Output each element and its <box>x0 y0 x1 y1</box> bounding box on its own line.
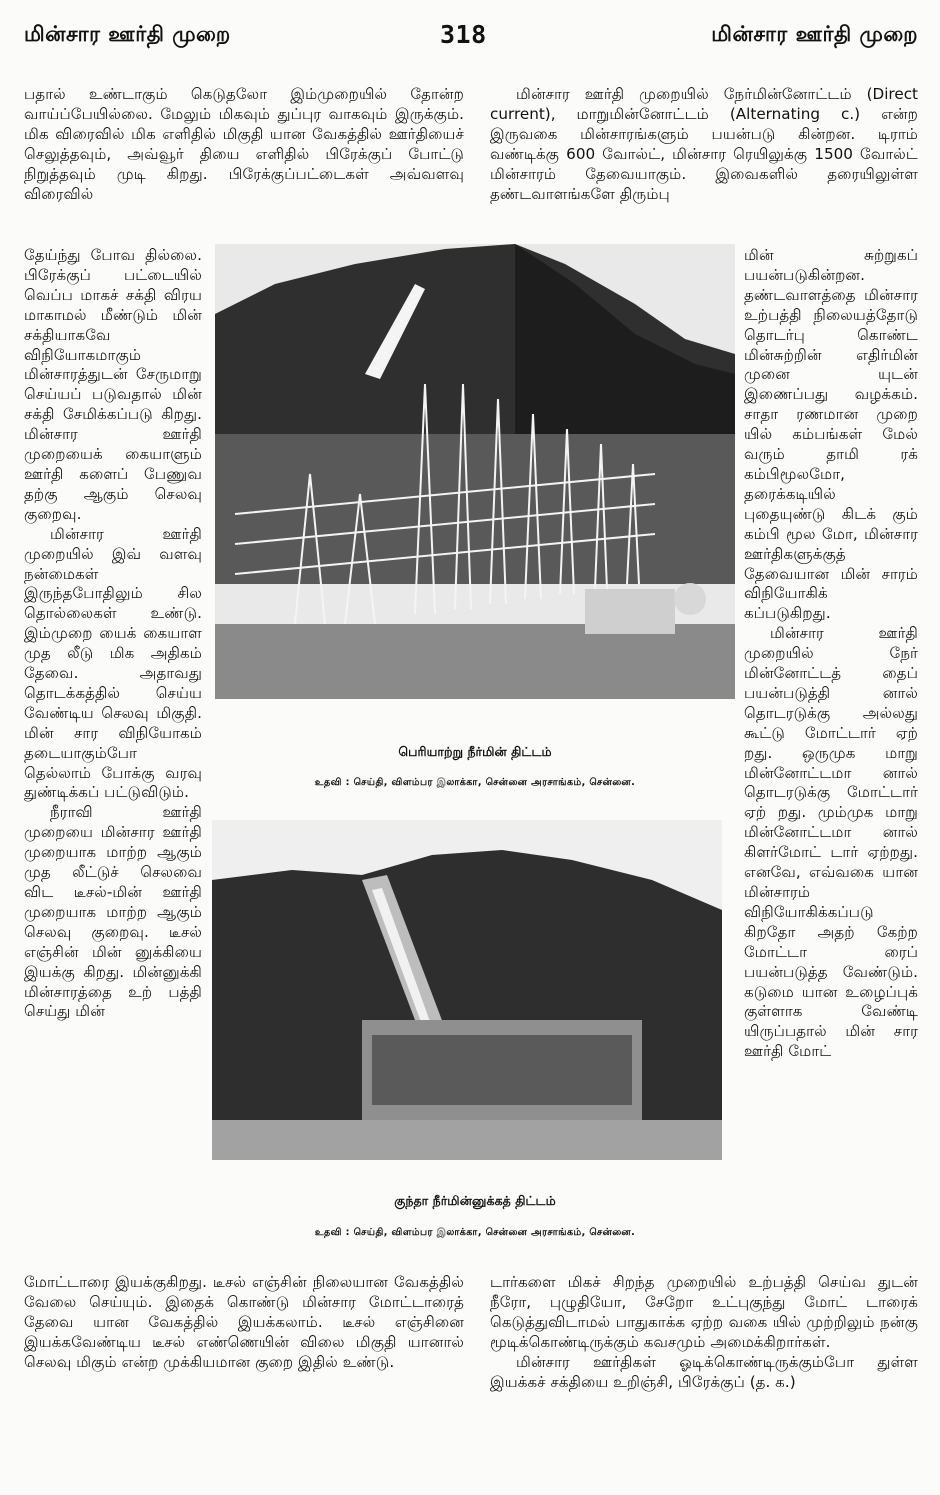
right-column-top <box>490 85 918 204</box>
paragraph: மின் சுற்றுகப் பயன்படுகின்றன. தண்டவாளத்தை மின்சார உற்பத்தி நிலையத்தோடு தொடர்பு கொண்ட மின்சுற்றின் எதிர்மின் முனை யுடன் இணைப்பது வழக்கம். சாதா ரணமான முறை யில் கம்பங்கள் மேல் வரும் தாமி ரக் கம்பிமூலமோ, தரைக்கடியில் புதையுண்டு கிடக் கும் கம்பி மூல மோ, மின்சார ஊர்திகளுக்குத் தேவையான மின் சாரம் விநியோகிக் கப்படுகிறது. <box>744 246 918 623</box>
right-column-narrow <box>744 246 918 1062</box>
photo-kundah-hydro-project <box>212 820 722 1160</box>
left-column-bottom <box>24 1273 464 1373</box>
paragraph: மின்சார ஊர்தி முறையில் இவ் வளவு நன்மைகள் இருந்தபோதிலும் சில தொல்லைகள் உண்டு. இம்முறை யைக் கையாள முத லீடு மிக அதிகம் தேவை. அதாவது தொடக்கத்தில் செய்ய வேண்டிய செலவு மிகுதி. மின் சார விநியோகம் தடையாகும்போ தெல்லாம் போக்கு வரவு துண்டிக்கப் பட்டுவிடும். <box>24 524 202 802</box>
paragraph: டார்களை மிகச் சிறந்த முறையில் உற்பத்தி செய்வ துடன் நீரோ, புழுதியோ, சேறோ உட்புகுந்து மோட் டாரைக் கெடுத்துவிடாமல் பாதுகாக்க ஏற்ற வகை யில் முற்றிலும் நன்கு மூடிக்கொண்டிருக்கும் கவசமும் அமைக்கிறார்கள். <box>490 1273 918 1351</box>
paragraph: பதால் உண்டாகும் கெடுதலோ இம்முறையில் தோன்ற வாய்ப்பேயில்லை. மேலும் மிகவும் துப்புர வாகவும் இருக்கும். மிக விரைவில் மிக எளிதில் மிகுதி யான வேகத்தில் ஊர்தியைச் செலுத்தவும், அவ்வூர் தியை எளிதில் பிரேக்குப் போட்டு நிறுத்தவும் முடி கிறது. பிரேக்குப்பட்டைகள் அவ்வளவு விரைவில் <box>24 85 464 203</box>
paragraph: நீராவி ஊர்தி முறையை மின்சார ஊர்தி முறையாக மாற்ற ஆகும் முத லீட்டுச் செலவை விட டீசல்-மின் ஊர்தி முறையாக மாற்ற ஆகும் செலவு குறைவு. டீசல் எஞ்சின் மின் னுக்கியை இயக்கு கிறது. மின்னுக்கி மின்சாரத்தை உற் பத்தி செய்து மின் <box>24 803 202 1021</box>
photo-periyar-hydro-project <box>215 244 735 699</box>
right-column-bottom <box>490 1273 918 1392</box>
left-column-top <box>24 85 464 204</box>
paragraph: மின்சார ஊர்திகள் ஓடிக்கொண்டிருக்கும்போ துள்ள இயக்கச் சக்தியை உறிஞ்சி, பிரேக்குப் (த. க.) <box>490 1352 918 1391</box>
paragraph: தேய்ந்து போவ தில்லை. பிரேக்குப் பட்டையில் வெப்ப மாகச் சக்தி விரய மாகாமல் மீண்டும் மின் சக்தியாகவே விநியோகமாகும் மின்சாரத்துடன் சேருமாறு செய்யப் படுவதால் மின் சக்தி சேமிக்கப்படு கிறது. மின்சார ஊர்தி முறையைக் கையாளும் ஊர்தி களைப் பேணுவ தற்கு ஆகும் செலவு குறைவு. <box>24 246 202 523</box>
paragraph: மின்சார ஊர்தி முறையில் நேர்மின்னோட்டம் (Direct current), மாறுமின்னோட்டம் (Alternating c.) என்ற இருவகை மின்சாரங்களும் பயன்படு கின்றன. டிராம் வண்டிக்கு 600 வோல்ட், மின்சார ரெயிலுக்கு 1500 வோல்ட் மின்சாரம் தேவையாகும். இவைகளில் தரையிலுள்ள தண்டவாளங்களே திரும்பு <box>490 85 918 203</box>
left-column-narrow <box>24 246 202 1022</box>
page-number: 318 <box>440 20 487 49</box>
figure-credit: உதவி : செய்தி, விளம்பர இலாக்கா, சென்னை அரசாங்கம், சென்னை. <box>314 1227 636 1238</box>
running-head-left: மின்சார ஊர்தி முறை <box>24 22 231 46</box>
figure-credit: உதவி : செய்தி, விளம்பர இலாக்கா, சென்னை அரசாங்கம், சென்னை. <box>314 777 636 788</box>
paragraph: மோட்டாரை இயக்குகிறது. டீசல் எஞ்சின் நிலையான வேகத்தில் வேலை செய்யும். இதைக் கொண்டு மின்சார மோட்டாரைத் தேவை யான வேகத்தில் இயக்கலாம். டீசல் எஞ்சினை இயக்கவேண்டிய டீசல் எண்ணெயின் விலை மிகுதி யானால் செலவு மிகும் என்ற முக்கியமான குறை இதில் உண்டு. <box>24 1273 464 1371</box>
running-head-right: மின்சார ஊர்தி முறை <box>711 22 918 46</box>
paragraph: மின்சார ஊர்தி முறையில் நேர் மின்னோட்டத் தைப் பயன்படுத்தி னால் தொடரடுக்கு அல்லது கூட்டு மோட்டார் ஏற் றது. ஒருமுக மாறு மின்னோட்டமா னால் தொடரடுக்கு மோட்டார் ஏற் றது. மும்முக மாறு மின்னோட்டமா னால் கிளர்மோட் டார் ஏற்றது. எனவே, எவ்வகை யான மின்சாரம் விநியோகிக்கப்படு கிறதோ அதற் கேற்ற மோட்டா ரைப் பயன்படுத்த வேண்டும். கடுமை யான உழைப்புக் குள்ளாக வேண்டி யிருப்பதால் மின் சார ஊர்தி மோட் <box>744 624 918 1061</box>
figure-caption: குந்தா நீர்மின்னுக்கத் திட்டம் <box>394 1193 556 1208</box>
figure-caption: பெரியாற்று நீர்மின் திட்டம் <box>398 744 552 759</box>
